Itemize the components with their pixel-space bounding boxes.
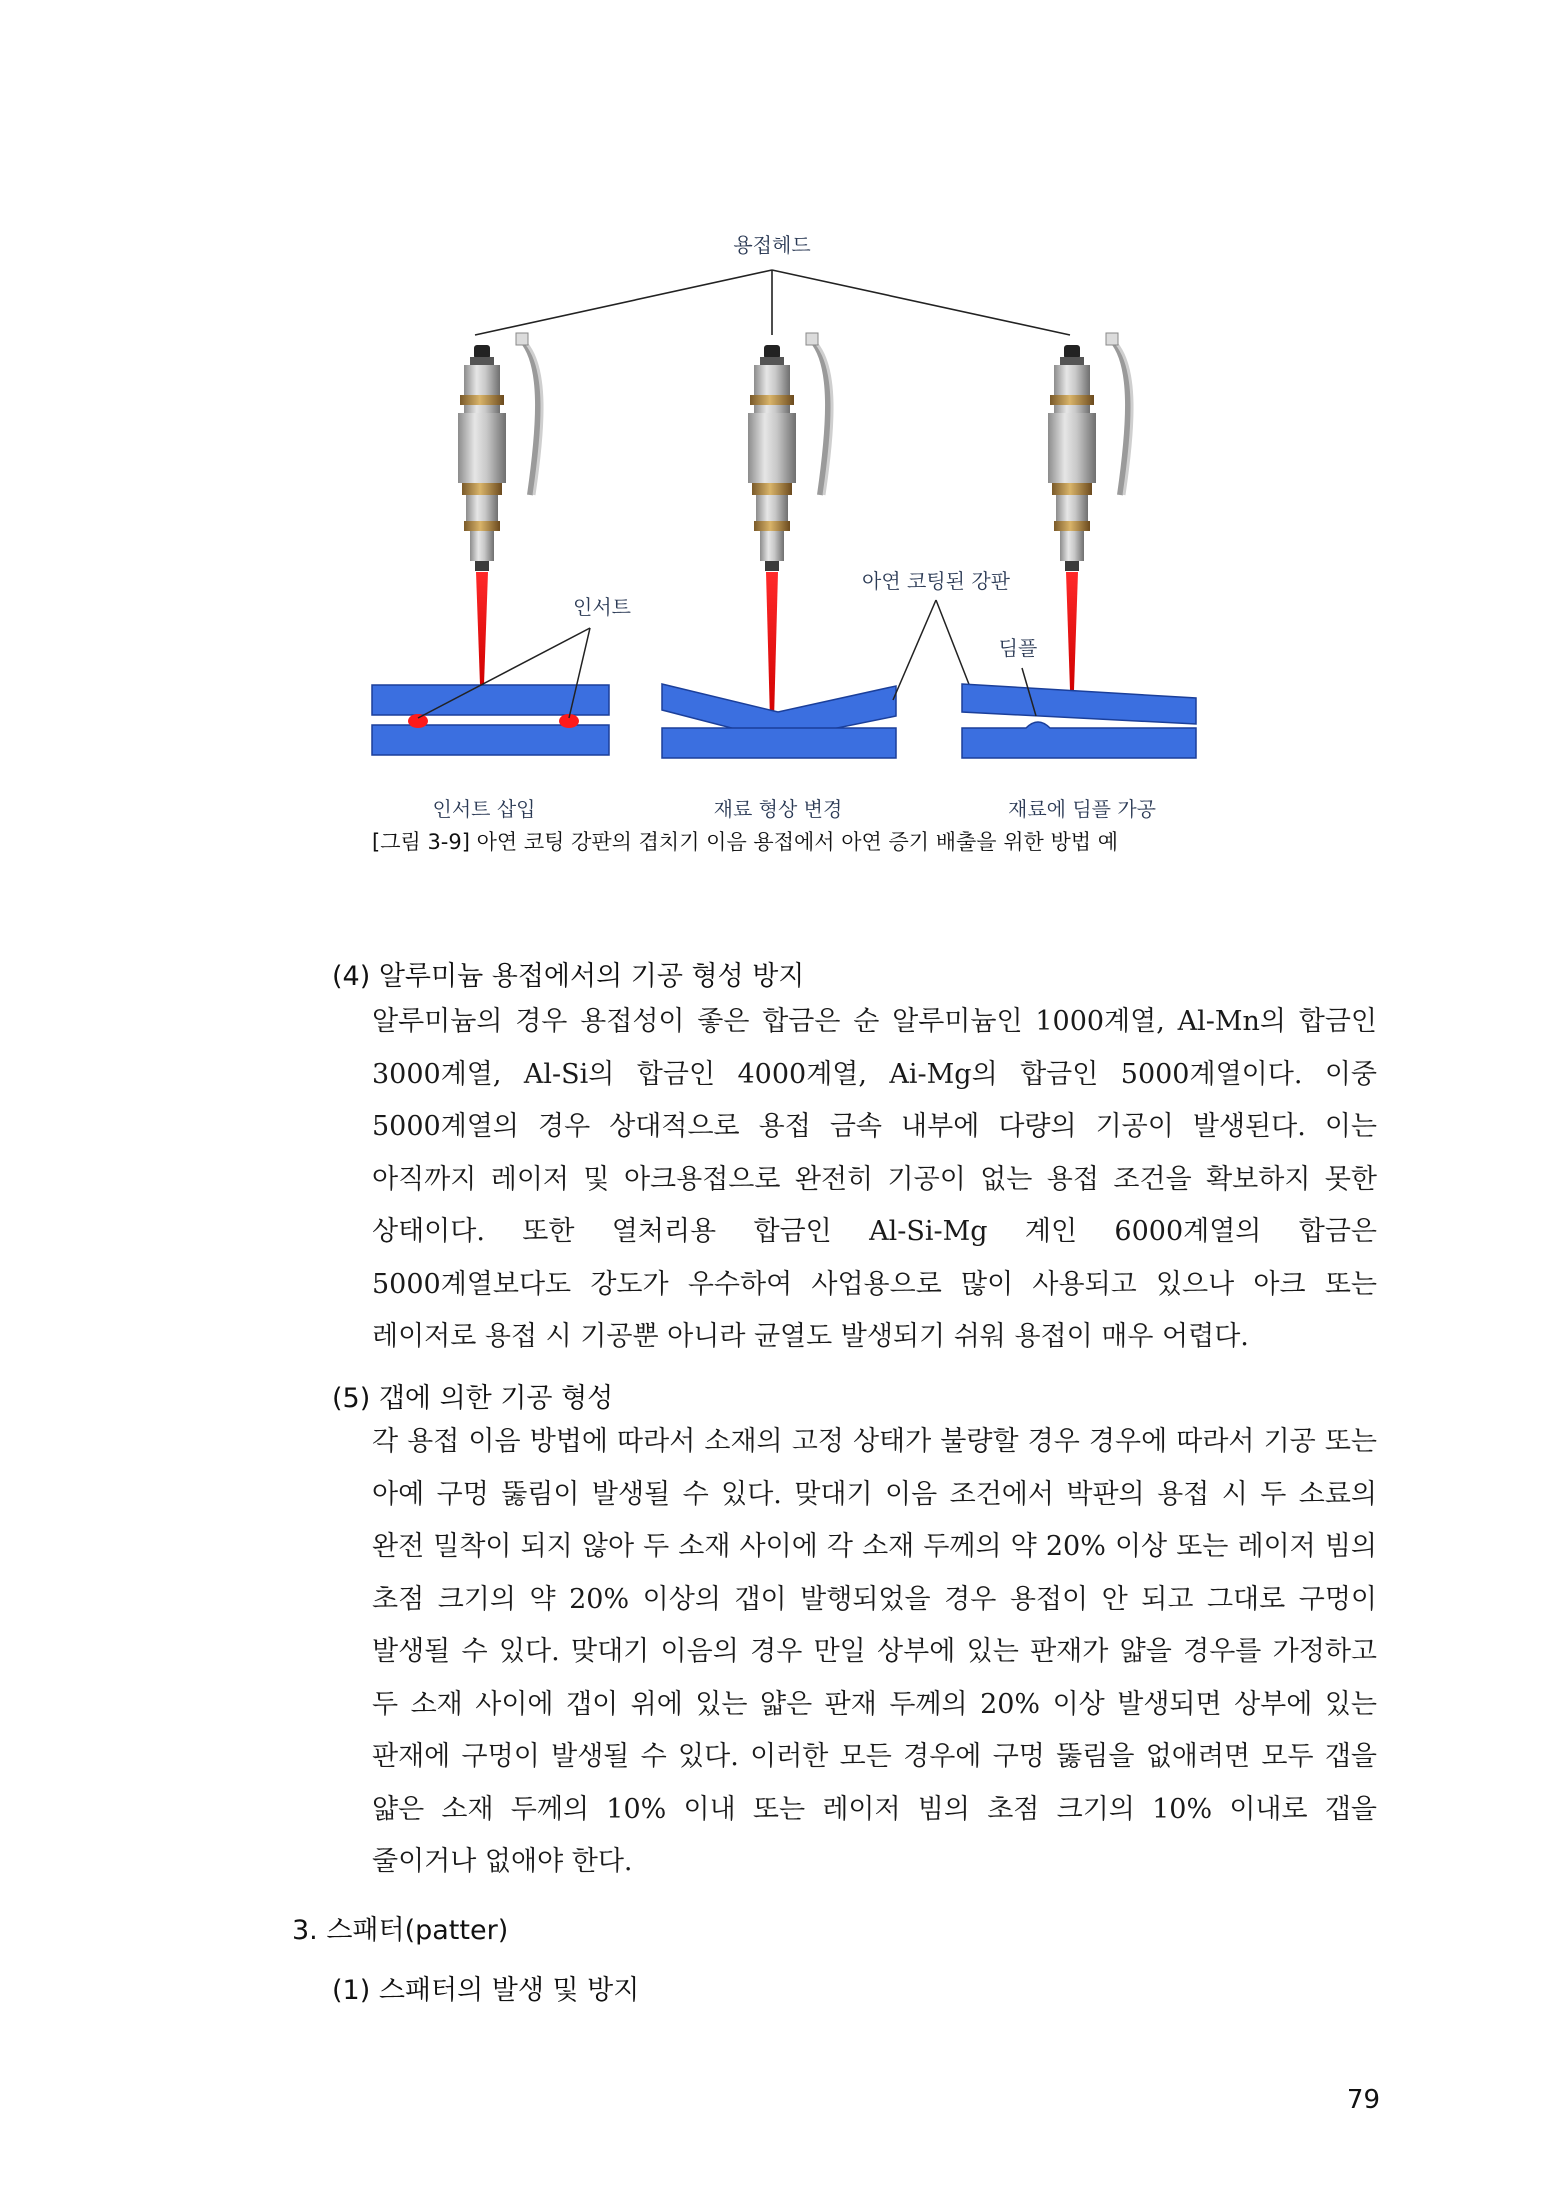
- section-5-body: 각 용접 이음 방법에 따라서 소재의 고정 상태가 불량할 경우 경우에 따라서 기공 또는 아예 구멍 뚫림이 발생될 수 있다. 맞대기 이음 조건에서 박판의 용접 시 두 소료의 완전 밀착이 되지 않아 두 소재 사이에 각 소재 두께의 약 20% 이상 또는 레이저 빔의 초점 크기의 약 20% 이상의 갭이 발행되었을 경우 용접이 안 되고 그대로 구멍이 발생될 수 있다. 맞대기 이음의 경우 만일 상부에 있는 판재가 얇을 경우를 가정하고 두 소재 사이에 갭이 위에 있는 얇은 판재 두께의 20% 이상 발생되면 상부에 있는 판재에 구멍이 발생될 수 있다. 이러한 모든 경우에 구멍 뚫림을 없애려면 모두 갭을 얇은 소재 두께의 10% 이내 또는 레이저 빔의 초점 크기의 10% 이내로 갭을 줄이거나 없애야 한다.: [372, 1426, 1377, 1877]
- plate-3-bottom: [962, 722, 1196, 758]
- welding-head-2: [748, 333, 832, 571]
- welding-head-3: [1048, 333, 1132, 571]
- section-4-heading: (4) 알루미늄 용접에서의 기공 형성 방지: [332, 961, 805, 992]
- label-welding-head: 용접헤드: [733, 233, 811, 257]
- section-4-body: 알루미늄의 경우 용접성이 좋은 합금은 순 알루미늄인 1000계열, Al-Mn의 합금인 3000계열, Al-Si의 합금인 4000계열, Ai-Mg의 합금인 5000계열이다. 이중 5000계열의 경우 상대적으로 용접 금속 내부에 다량의 기공이 발생된다. 이는 아직까지 레이저 및 아크용접으로 완전히 기공이 없는 용접 조건을 확보하지 못한 상태이다. 또한 열처리용 합금인 Al-Si-Mg 계인 6000계열의 합금은 5000계열보다도 강도가 우수하여 사업용으로 많이 사용되고 있으나 아크 또는 레이저로 용접 시 기공뿐 아니라 균열도 발생되기 쉬워 용접이 매우 어렵다.: [372, 1006, 1377, 1352]
- insert-left: [408, 714, 428, 728]
- welding-head-1: [458, 333, 542, 571]
- sub-caption-shape: 재료 형상 변경: [713, 797, 843, 821]
- welding-figure: [0, 0, 1563, 900]
- plate-1-bottom: [372, 725, 609, 755]
- plate-2-bottom: [662, 728, 896, 758]
- laser-beam-3: [1066, 572, 1078, 690]
- sub-caption-dimple: 재료에 딤플 가공: [1008, 797, 1156, 821]
- figure-caption: [그림 3-9] 아연 코팅 강판의 겹치기 이음 용접에서 아연 증기 배출을 위한 방법 예: [372, 830, 1119, 854]
- section-5-heading: (5) 갭에 의한 기공 형성: [332, 1383, 614, 1414]
- sub-caption-insert: 인서트 삽입: [432, 797, 536, 821]
- section-3-heading: 3. 스패터(patter): [292, 1915, 509, 1946]
- label-insert: 인서트: [573, 595, 631, 619]
- label-dimple: 딤플: [998, 636, 1038, 660]
- laser-beam-2: [766, 572, 778, 720]
- page-number: 79: [1346, 2085, 1380, 2115]
- plate-3-top: [962, 684, 1196, 724]
- laser-beam-1: [476, 572, 488, 685]
- section-3-1-heading: (1) 스패터의 발생 및 방지: [332, 1975, 640, 2006]
- label-coated-steel: 아연 코팅된 강판: [862, 569, 1010, 593]
